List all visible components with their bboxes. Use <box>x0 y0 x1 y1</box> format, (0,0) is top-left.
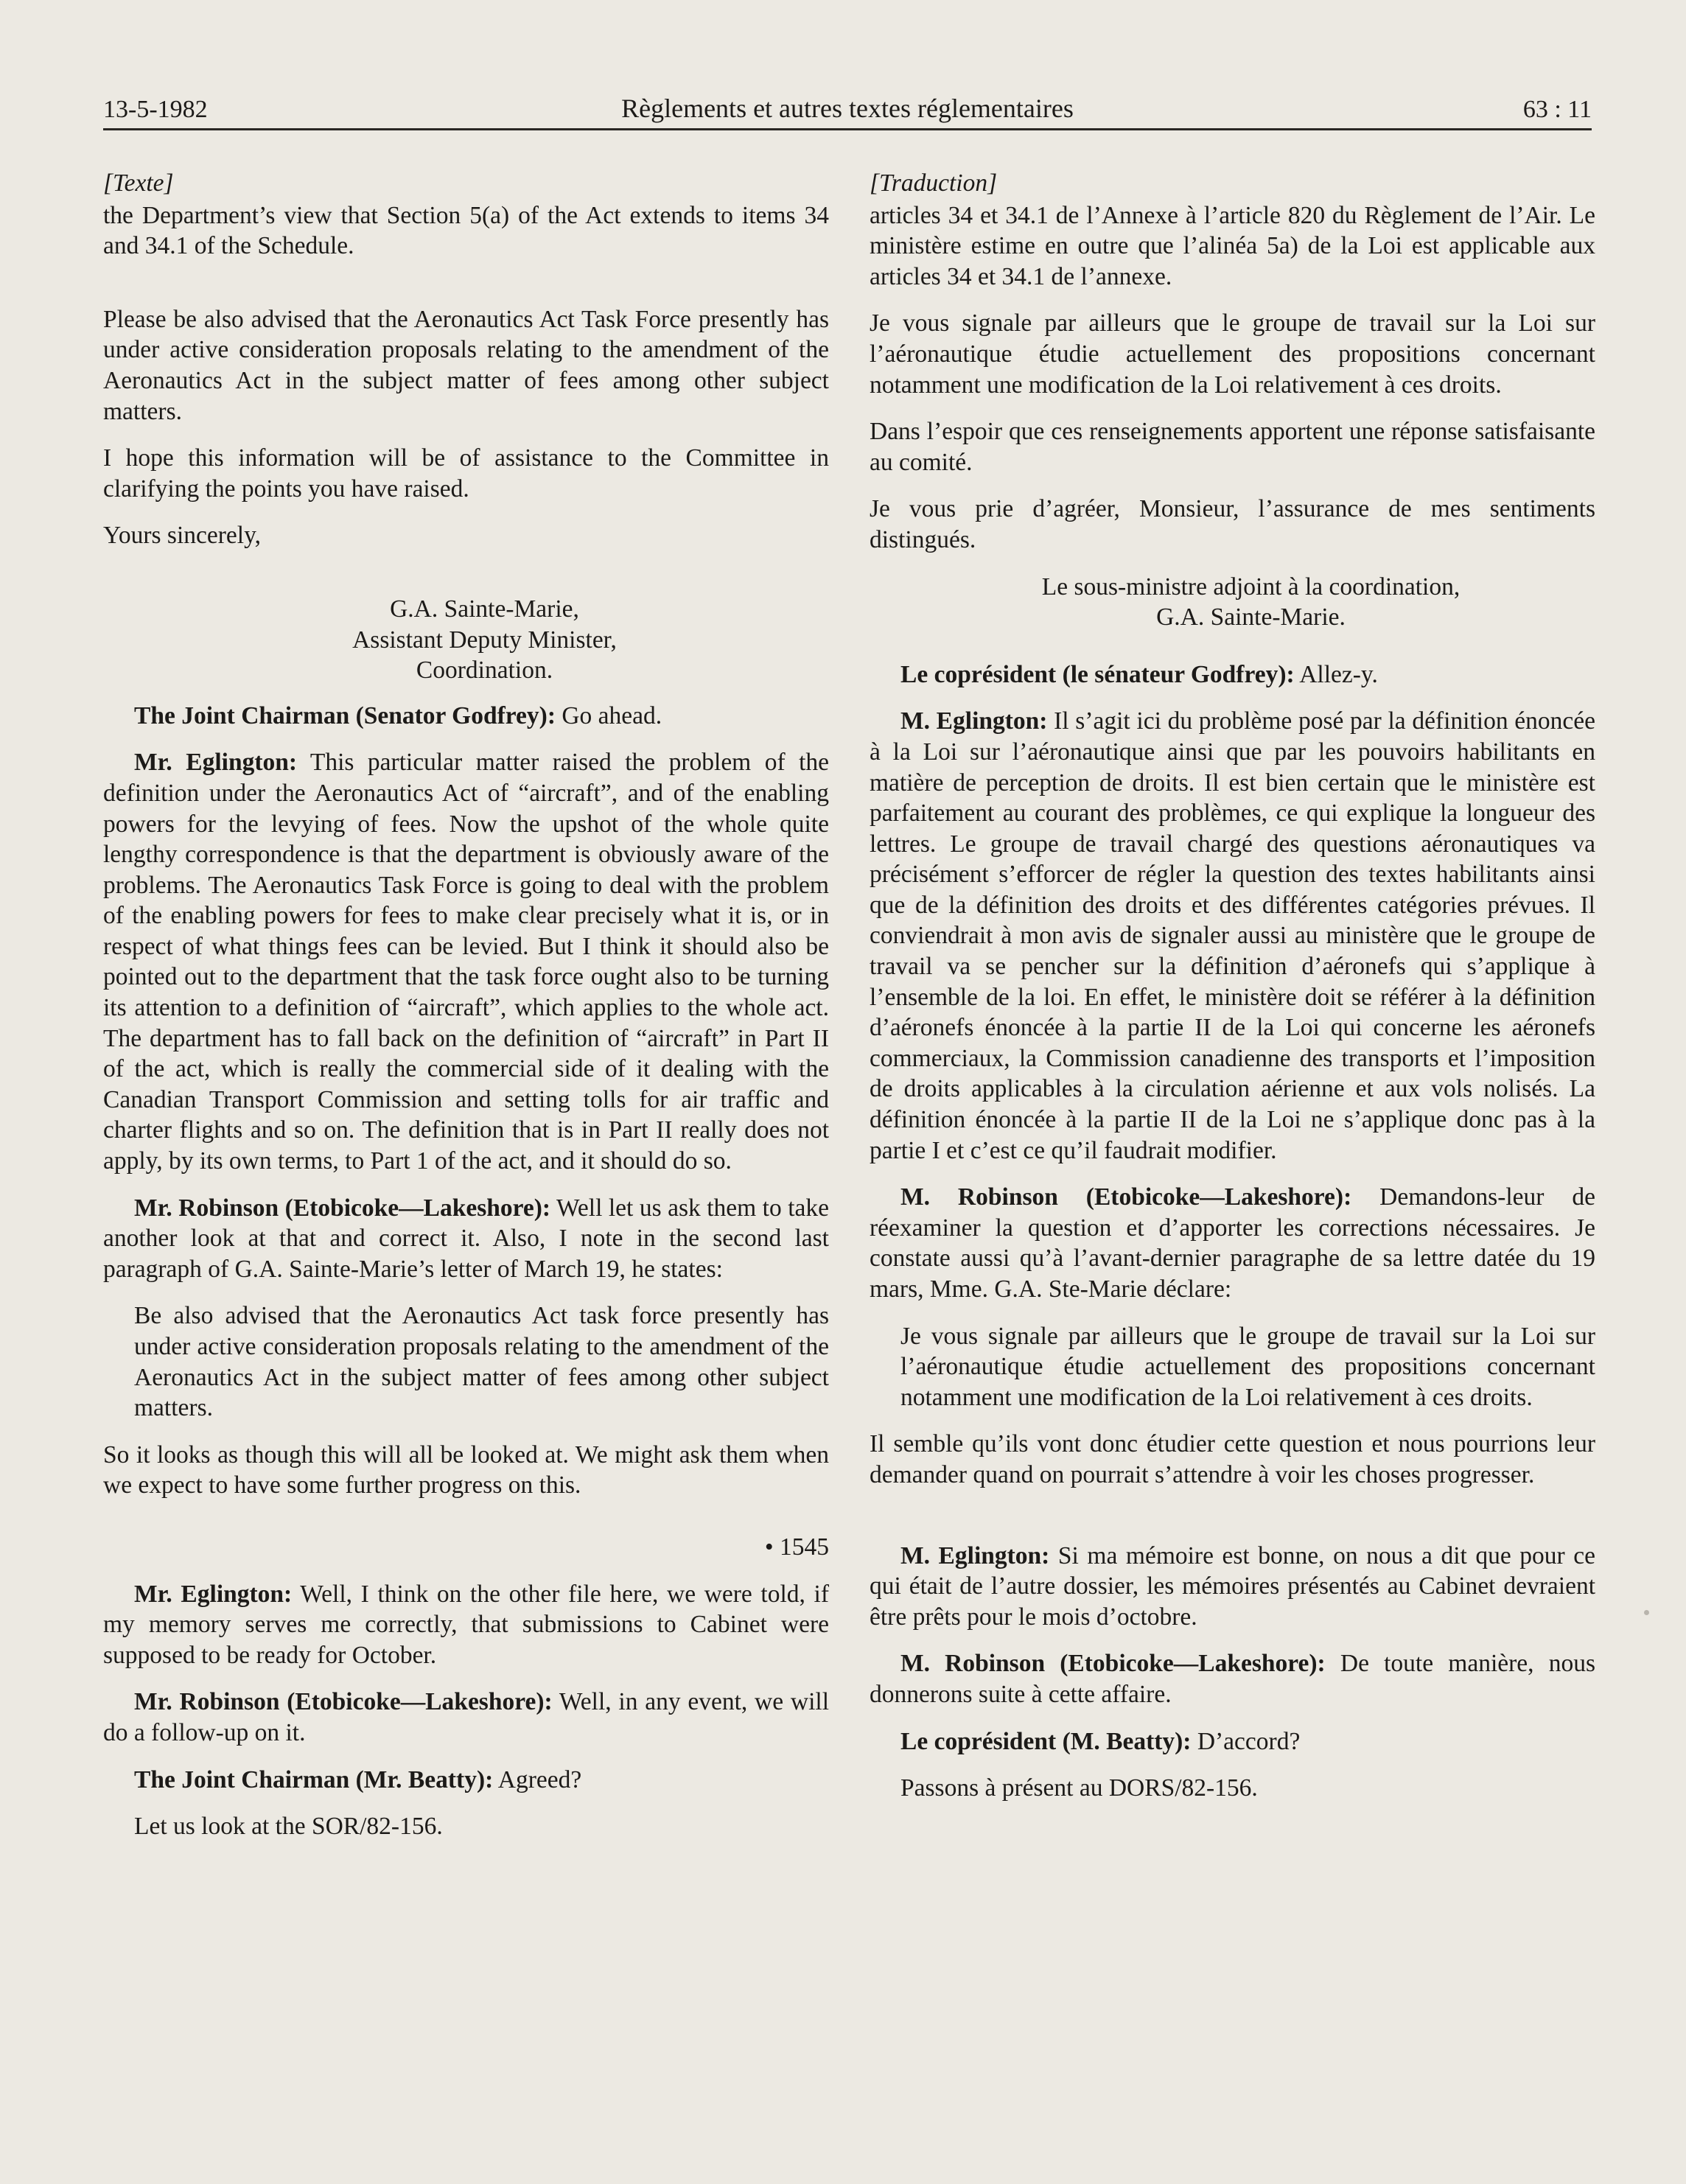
speech <box>870 659 1595 690</box>
speaker: Mr. Eglington: <box>134 1580 293 1608</box>
speaker: Le coprésident (le sénateur Godfrey): <box>900 660 1295 688</box>
paragraph: Please be also advised that the Aeronautics Act Task Force presently has under active consideration proposals relating to the amendment of the Aeronautics Act in the subject matter of fees among other subject matters. <box>103 305 829 425</box>
block-quote: Je vous signale par ailleurs que le groupe de travail sur la Loi sur l’aéronautique étudie actuellement des propositions concernant notamment une modification de la Loi relativement à ces droits. <box>900 1322 1595 1411</box>
speaker: M. Robinson (Etobicoke—Lakeshore): <box>900 1183 1352 1211</box>
speaker: M. Eglington: <box>900 707 1048 735</box>
signature-line: G.A. Sainte-Marie, <box>390 595 579 623</box>
block-quote: Be also advised that the Aeronautics Act task force presently has under active consideration proposals relating to the amendment of the Aeronautics Act in the subject matter of fees among other subject matters. <box>134 1302 829 1422</box>
speech <box>870 1541 1595 1633</box>
page-header <box>103 87 1592 130</box>
speaker: M. Eglington: <box>900 1541 1050 1569</box>
speech <box>103 1193 829 1285</box>
english-column <box>103 168 829 1858</box>
speech-text: Il s’agit ici du problème posé par la définition énoncée à la Loi sur l’aéronautique ainsi que par les pouvoirs habilitants en matière de perception de droits. Il est bien certain que le ministère est parfaitement au courant des problèmes, ce qui explique la longueur des lettres. Le groupe de travail chargé des questions aéronautiques va précisément s’efforcer de régler la question des textes habilitants ainsi que de la définition des droits et des différentes catégories prévues. Il conviendrait à mon avis de signaler aussi au ministère que le groupe de travail va se pencher sur la définition d’aéronefs qui s’applique à l’ensemble de la loi. En effet, le ministère doit se référer à la définition d’aéronefs énoncée à la partie II de la Loi qui concerne les aéronefs commerciaux, la Commission canadienne des transports et l’imposition de droits applicables à la circulation aérienne et aux vols nolisés. La définition énoncée à la partie II de la Loi ne s’applique donc pas à la partie I et c’est ce qu’il faudrait modifier. <box>870 707 1596 1164</box>
speech <box>103 1579 829 1671</box>
signature-line: G.A. Sainte-Marie. <box>1156 603 1346 631</box>
speaker: Le coprésident (M. Beatty): <box>900 1727 1192 1755</box>
time-marker: • 1545 <box>764 1533 829 1561</box>
speech-text: Allez-y. <box>1294 660 1378 688</box>
speech <box>103 1687 829 1748</box>
speech-text: Well let us ask them to take another look at that and correct it. Also, I note in the second last paragraph of G.A. Sainte-Marie’s letter of March 19, he states: <box>103 1194 830 1283</box>
speaker: M. Robinson (Etobicoke—Lakeshore): <box>900 1650 1326 1678</box>
speech <box>103 1765 829 1796</box>
speech-text: Demandons-leur de réexaminer la question et d’apporter les corrections nécessaires. Je constate aussi qu’à l’avant-dernier paragraphe de sa lettre datée du 19 mars, Mme. G.A. Ste-Marie déclare: <box>870 1183 1595 1303</box>
speech <box>870 1182 1595 1304</box>
speech <box>870 1726 1595 1757</box>
speech <box>870 706 1595 1166</box>
signature-line: Le sous-ministre adjoint à la coordination, <box>1041 573 1461 601</box>
speech-text: Si ma mémoire est bonne, on nous a dit que pour ce qui était de l’autre dossier, les mémoires présentés au Cabinet devraient être prêts pour le mois d’octobre. <box>870 1541 1595 1631</box>
paragraph: Je vous prie d’agréer, Monsieur, l’assurance de mes sentiments distingués. <box>870 495 1595 553</box>
paragraph: Je vous signale par ailleurs que le groupe de travail sur la Loi sur l’aéronautique étudie actuellement des propositions concernant notamment une modification de la Loi relativement à ces droits. <box>870 309 1595 399</box>
paragraph: articles 34 et 34.1 de l’Annexe à l’article 820 du Règlement de l’Air. Le ministère estime en outre que l’alinéa 5a) de la Loi est applicable aux articles 34 et 34.1 de l’annexe. <box>870 201 1595 290</box>
paper-speck <box>1644 1610 1649 1615</box>
speech-text: Go ahead. <box>555 701 662 729</box>
paragraph: Yours sincerely, <box>103 522 262 550</box>
speaker: Mr. Robinson (Etobicoke—Lakeshore): <box>134 1194 551 1222</box>
speech-text: Well, I think on the other file here, we were told, if my memory serves me correctly, that submissions to Cabinet were supposed to be ready for October. <box>103 1580 829 1669</box>
speech <box>103 747 829 1176</box>
signature-block <box>140 594 829 686</box>
speaker: The Joint Chairman (Senator Godfrey): <box>134 701 556 729</box>
speaker: The Joint Chairman (Mr. Beatty): <box>134 1765 494 1793</box>
signature-block <box>906 572 1595 633</box>
translation-tag: [Traduction] <box>870 169 998 197</box>
speech <box>870 1648 1595 1709</box>
paragraph: So it looks as though this will all be looked at. We might ask them when we expect to have some further progress on this. <box>103 1441 829 1499</box>
speaker: Mr. Robinson (Etobicoke—Lakeshore): <box>134 1688 553 1716</box>
text-tag: [Texte] <box>103 169 174 197</box>
header-date: 13-5-1982 <box>103 96 208 123</box>
french-column <box>870 168 1595 1820</box>
signature-line: Assistant Deputy Minister, <box>352 626 617 654</box>
speech <box>103 701 829 732</box>
speech-text: D’accord? <box>1191 1727 1301 1755</box>
speech-text: Well, in any event, we will do a follow-up on it. <box>103 1688 830 1746</box>
header-page-number: 63 : 11 <box>1522 96 1592 123</box>
paragraph: Il semble qu’ils vont donc étudier cette question et nous pourrions leur demander quand on pourrait s’attendre à voir les choses progresser. <box>870 1430 1595 1488</box>
speech-text: De toute manière, nous donnerons suite à cette affaire. <box>870 1650 1595 1708</box>
speaker: Mr. Eglington: <box>134 749 298 777</box>
speech-text: This particular matter raised the problem of the definition under the Aeronautics Act of “aircraft”, and of the enabling powers for the levying of fees. Now the upshot of the whole quite lengthy correspondence is that the department is obviously aware of the problems. The Aeronautics Task Force is going to deal with the problem of the enabling powers for fees to make clear precisely what it is, or in respect of what things fees can be levied. But I think it should also be pointed out to the department that the task force ought also to be turning its attention to a definition of “aircraft”, which applies to the whole act. The department has to fall back on the definition of “aircraft” in Part II of the act, which is really the commercial side of it dealing with the Canadian Transport Commission and setting tolls for air traffic and charter flights and so on. The definition that is in Part II really does not apply, by its own terms, to Part 1 of the act, and it should do so. <box>103 749 829 1175</box>
paragraph: the Department’s view that Section 5(a) of the Act extends to items 34 and 34.1 of the Schedule. <box>103 201 829 260</box>
paragraph: I hope this information will be of assistance to the Committee in clarifying the points you have raised. <box>103 444 829 503</box>
paragraph: Dans l’espoir que ces renseignements apportent une réponse satisfaisante au comité. <box>870 418 1595 476</box>
signature-line: Coordination. <box>416 657 553 685</box>
paragraph: Let us look at the SOR/82-156. <box>134 1813 443 1841</box>
speech-text: Agreed? <box>493 1765 582 1793</box>
header-title: Règlements et autres textes réglementaires <box>621 94 1074 123</box>
paragraph: Passons à présent au DORS/82-156. <box>900 1774 1258 1802</box>
